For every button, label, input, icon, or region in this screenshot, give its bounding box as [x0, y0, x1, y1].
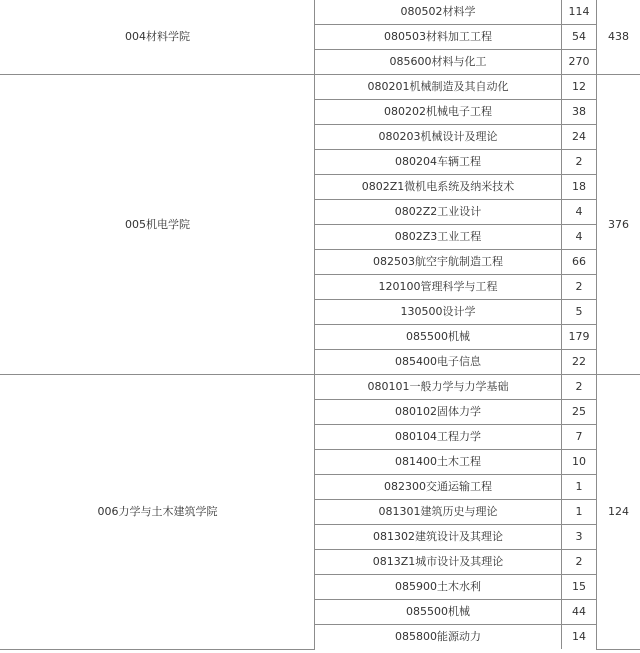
major-name: 130500设计学 — [315, 300, 562, 325]
major-count: 10 — [562, 450, 597, 475]
college-total: 438 — [597, 0, 640, 75]
table-row — [1, 0, 640, 25]
major-name: 085900土木水利 — [315, 575, 562, 600]
major-name: 0802Z2工业设计 — [315, 200, 562, 225]
major-count: 38 — [562, 100, 597, 125]
major-count: 14 — [562, 625, 597, 650]
major-count: 1 — [562, 500, 597, 525]
major-count: 44 — [562, 600, 597, 625]
major-name: 080203机械设计及理论 — [315, 125, 562, 150]
major-count: 4 — [562, 225, 597, 250]
college-total: 124 — [597, 375, 640, 650]
major-name: 080101一般力学与力学基础 — [315, 375, 562, 400]
major-count: 4 — [562, 200, 597, 225]
major-name: 080204车辆工程 — [315, 150, 562, 175]
major-count: 1 — [562, 475, 597, 500]
major-count: 2 — [562, 150, 597, 175]
college-name: 004材料学院 — [1, 0, 315, 75]
major-name: 085800能源动力 — [315, 625, 562, 650]
major-name: 0813Z1城市设计及其理论 — [315, 550, 562, 575]
major-count: 22 — [562, 350, 597, 375]
major-name: 085600材料与化工 — [315, 50, 562, 75]
major-name: 082503航空宇航制造工程 — [315, 250, 562, 275]
major-name: 080102固体力学 — [315, 400, 562, 425]
major-count: 114 — [562, 0, 597, 25]
major-count: 270 — [562, 50, 597, 75]
major-count: 7 — [562, 425, 597, 450]
table-row — [1, 375, 640, 400]
major-count: 15 — [562, 575, 597, 600]
major-name: 0802Z3工业工程 — [315, 225, 562, 250]
major-count: 18 — [562, 175, 597, 200]
major-count: 179 — [562, 325, 597, 350]
major-name: 082300交通运输工程 — [315, 475, 562, 500]
major-name: 080104工程力学 — [315, 425, 562, 450]
major-name: 120100管理科学与工程 — [315, 275, 562, 300]
major-count: 5 — [562, 300, 597, 325]
college-name: 005机电学院 — [1, 75, 315, 375]
major-count: 2 — [562, 550, 597, 575]
major-name: 085500机械 — [315, 600, 562, 625]
college-total: 376 — [597, 75, 640, 375]
major-count: 24 — [562, 125, 597, 150]
major-name: 080202机械电子工程 — [315, 100, 562, 125]
major-name: 0802Z1微机电系统及纳米技术 — [315, 175, 562, 200]
major-count: 3 — [562, 525, 597, 550]
major-name: 080201机械制造及其自动化 — [315, 75, 562, 100]
major-name: 080503材料加工工程 — [315, 25, 562, 50]
major-name: 081302建筑设计及其理论 — [315, 525, 562, 550]
major-name: 085400电子信息 — [315, 350, 562, 375]
major-name: 085500机械 — [315, 325, 562, 350]
major-name: 081301建筑历史与理论 — [315, 500, 562, 525]
major-count: 54 — [562, 25, 597, 50]
college-name: 006力学与土木建筑学院 — [1, 375, 315, 650]
table-row — [1, 75, 640, 100]
major-count: 66 — [562, 250, 597, 275]
major-count: 12 — [562, 75, 597, 100]
major-count: 2 — [562, 375, 597, 400]
major-name: 081400土木工程 — [315, 450, 562, 475]
major-count: 2 — [562, 275, 597, 300]
major-count: 25 — [562, 400, 597, 425]
major-name: 080502材料学 — [315, 0, 562, 25]
